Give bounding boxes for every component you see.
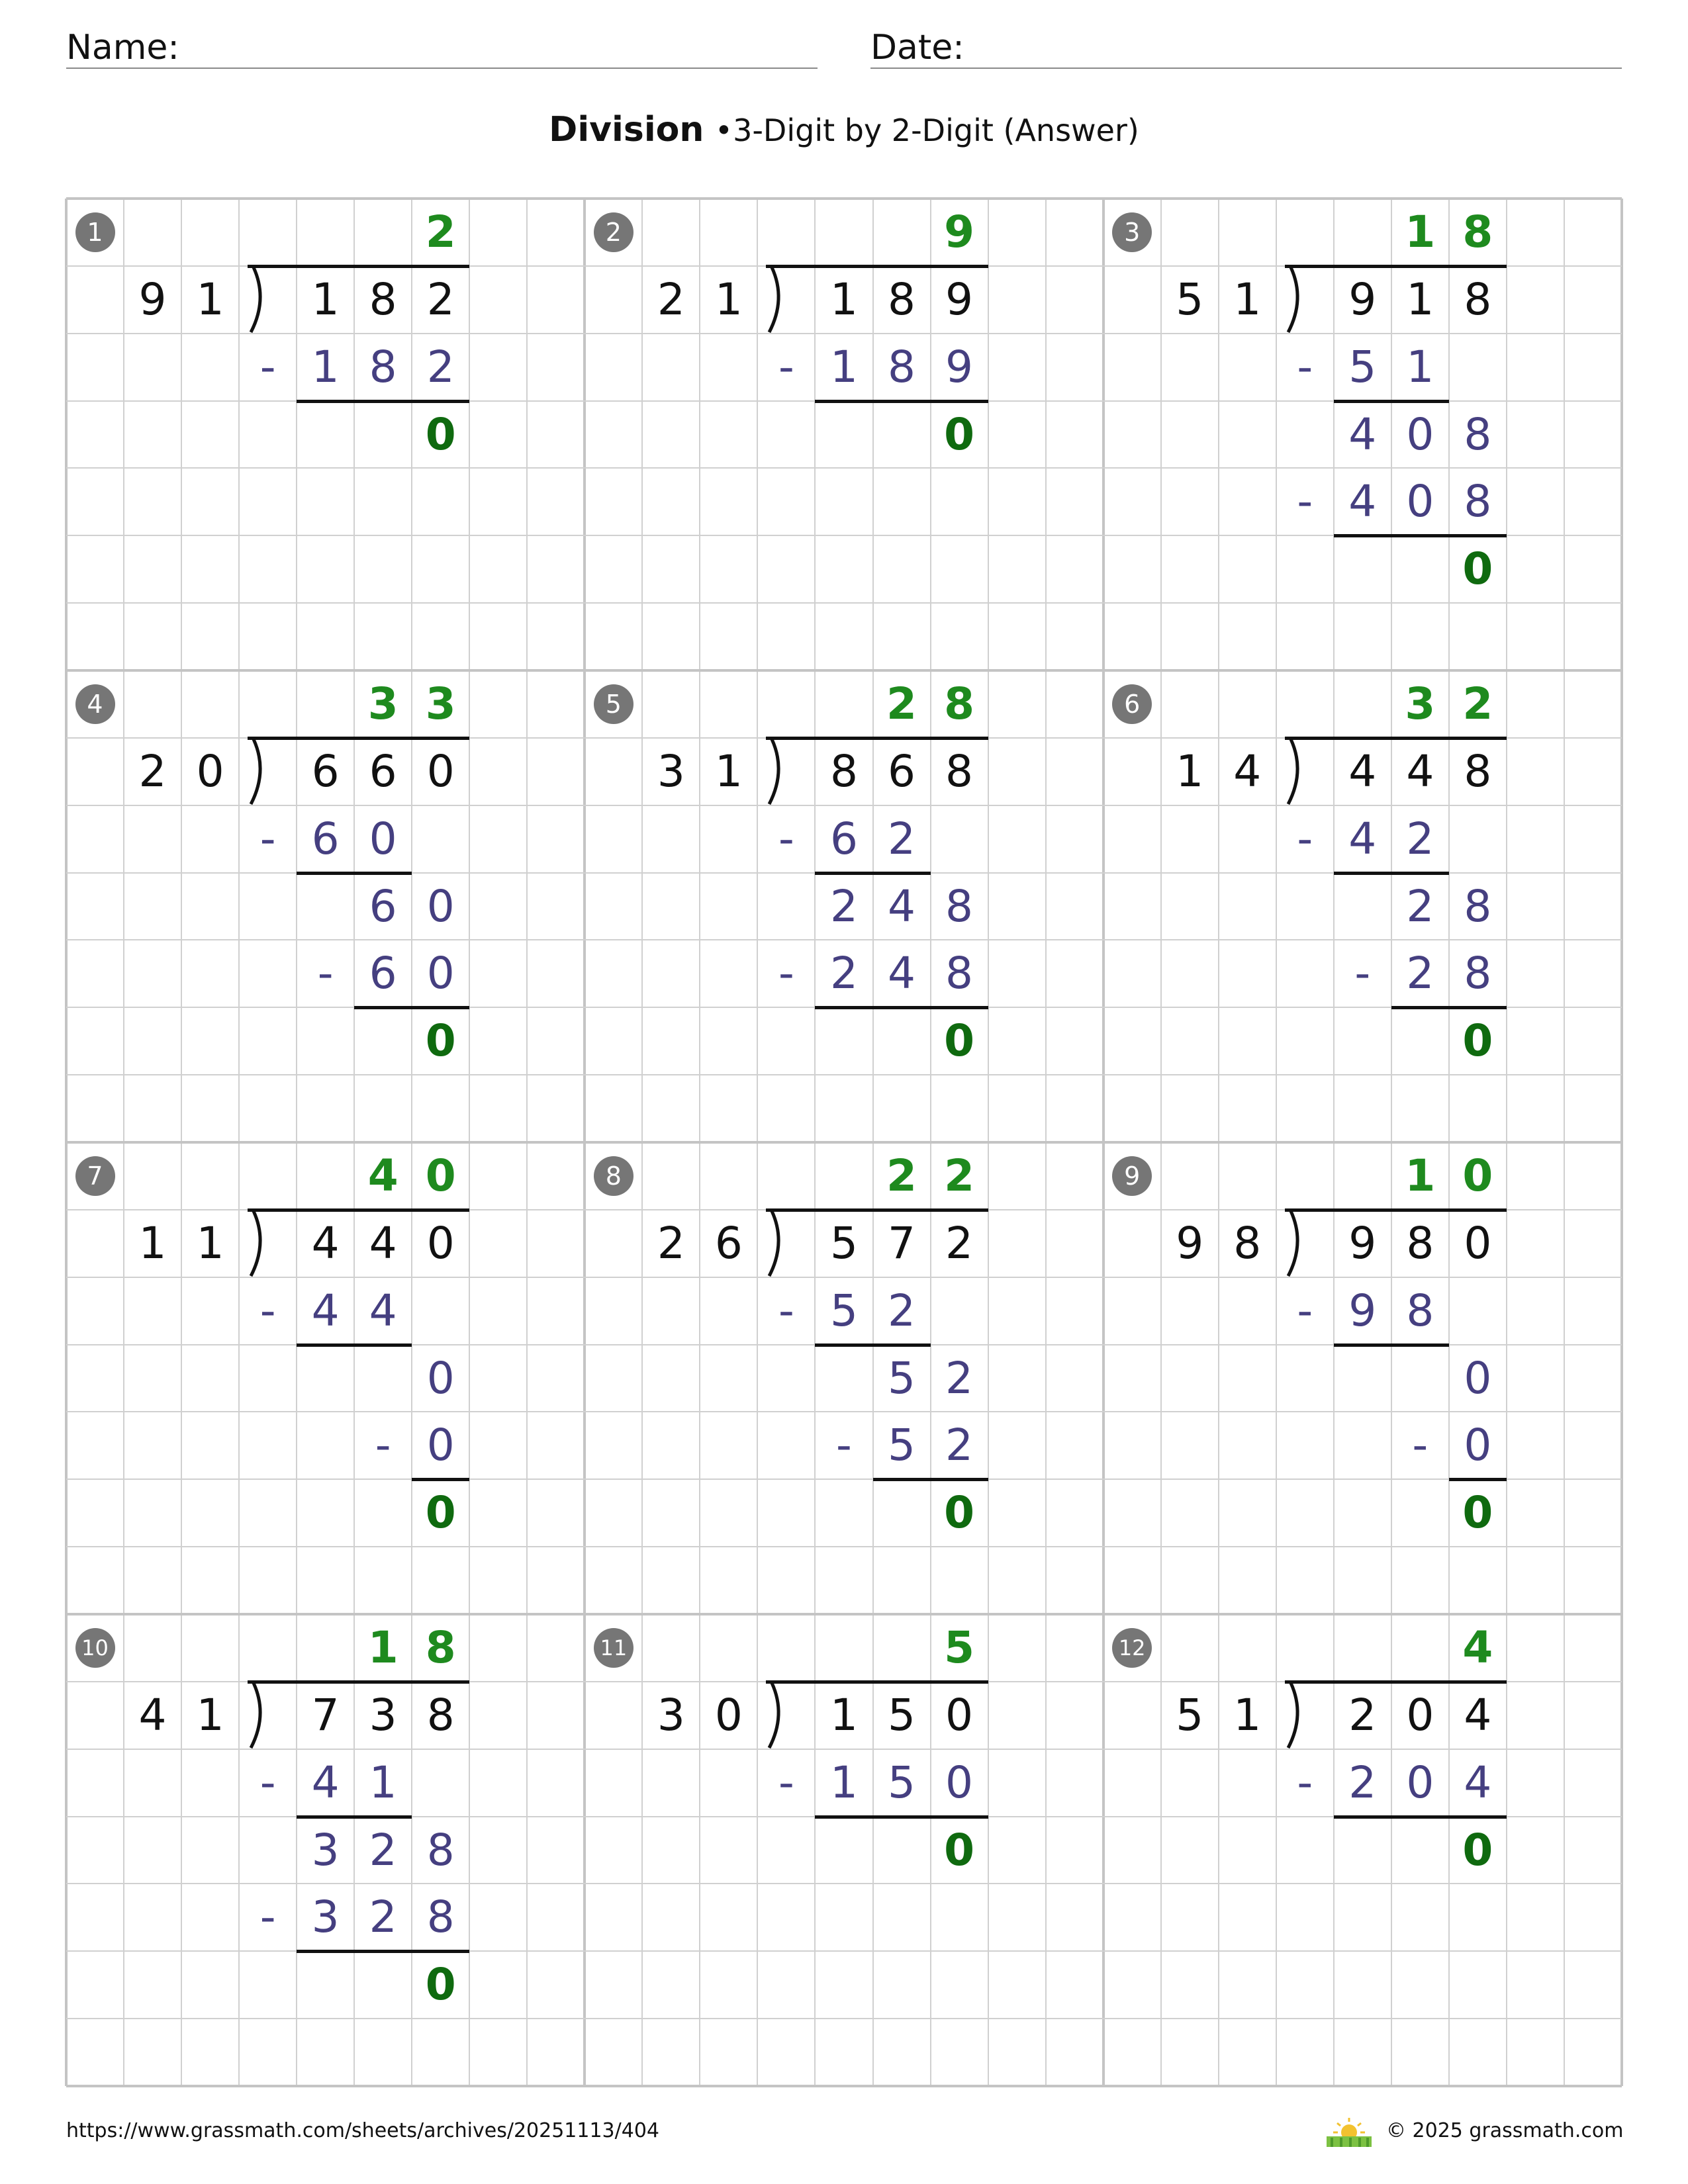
- subtrahend-digit: 8: [1464, 476, 1492, 527]
- underline-bar: [248, 1680, 469, 1684]
- divisor-digit: 1: [196, 1689, 224, 1741]
- dividend-digit: 8: [888, 273, 915, 325]
- problem-number-badge: 12: [1112, 1628, 1152, 1668]
- remainder-digit: 0: [425, 1959, 456, 2011]
- minus-sign: -: [778, 948, 794, 999]
- divisor-digit: 5: [1176, 1689, 1204, 1741]
- quotient-digit: 2: [886, 1150, 917, 1201]
- underline-bar: [766, 1680, 988, 1684]
- divisor-digit: 0: [196, 745, 224, 797]
- dividend-digit: 9: [945, 273, 974, 325]
- quotient-digit: 0: [1462, 1150, 1493, 1201]
- partial-dividend-digit: 2: [829, 880, 858, 932]
- subtrahend-digit: 4: [888, 948, 915, 999]
- subtrahend-digit: 6: [311, 813, 340, 864]
- date-label: Date:: [870, 28, 964, 68]
- quotient-digit: 2: [425, 206, 456, 257]
- quotient-digit: 8: [944, 678, 975, 729]
- problem-9: [1103, 1142, 1622, 1614]
- problem-number-badge: 8: [594, 1156, 633, 1196]
- problem-2: [585, 199, 1103, 670]
- partial-dividend-digit: 2: [1406, 880, 1434, 932]
- dividend-digit: 0: [1406, 1689, 1434, 1741]
- remainder-digit: 0: [1462, 1015, 1493, 1067]
- remainder-digit: 0: [944, 1487, 975, 1539]
- worksheet-grid: [66, 199, 1622, 2086]
- problem-4: [66, 670, 585, 1142]
- partial-dividend-digit: 5: [888, 1352, 915, 1404]
- dividend-digit: 0: [945, 1689, 974, 1741]
- minus-sign: -: [1354, 948, 1371, 999]
- title-main: Division: [549, 110, 704, 150]
- partial-dividend-digit: 4: [1348, 408, 1377, 460]
- dividend-digit: 1: [829, 273, 858, 325]
- quotient-digit: 5: [944, 1622, 975, 1673]
- page-title: [0, 106, 1688, 154]
- underline-bar: [248, 737, 469, 740]
- divisor-digit: 6: [714, 1217, 743, 1269]
- title-bullet: •: [714, 113, 733, 148]
- quotient-digit: 3: [425, 678, 456, 729]
- subtrahend-digit: 2: [1348, 1756, 1377, 1808]
- remainder-digit: 0: [944, 1015, 975, 1067]
- minus-sign: -: [1297, 1756, 1313, 1808]
- minus-sign: -: [259, 813, 276, 864]
- divisor-digit: 2: [657, 1217, 685, 1269]
- quotient-digit: 1: [367, 1622, 399, 1673]
- subtrahend-digit: 2: [829, 948, 858, 999]
- partial-dividend-digit: 8: [426, 1824, 455, 1876]
- dividend-digit: 4: [311, 1217, 340, 1269]
- dividend-digit: 6: [888, 745, 915, 797]
- problem-number-badge: 1: [75, 212, 115, 252]
- divisor-digit: 1: [196, 1217, 224, 1269]
- subtrahend-digit: 0: [426, 948, 455, 999]
- divisor-digit: 8: [1233, 1217, 1262, 1269]
- subtrahend-digit: 8: [369, 341, 397, 392]
- subtrahend-digit: 6: [829, 813, 858, 864]
- subtrahend-digit: 4: [1348, 476, 1377, 527]
- problem-number-badge: 7: [75, 1156, 115, 1196]
- subtrahend-digit: 8: [426, 1891, 455, 1943]
- minus-sign: -: [1297, 813, 1313, 864]
- subtrahend-digit: 0: [1406, 476, 1434, 527]
- divisor-digit: 1: [1233, 273, 1262, 325]
- title-subtitle: 3-Digit by 2-Digit (Answer): [733, 113, 1139, 148]
- subtrahend-digit: 5: [1348, 341, 1377, 392]
- dividend-digit: 6: [369, 745, 397, 797]
- date-line[interactable]: [870, 68, 1622, 69]
- quotient-digit: 9: [944, 206, 975, 257]
- subtrahend-digit: 8: [1464, 948, 1492, 999]
- dividend-digit: 0: [426, 745, 455, 797]
- division-bracket: [244, 1210, 271, 1277]
- remainder-digit: 0: [1462, 543, 1493, 595]
- subtrahend-digit: 2: [1406, 813, 1434, 864]
- subtrahend-digit: 3: [311, 1891, 340, 1943]
- remainder-digit: 0: [1462, 1487, 1493, 1539]
- problem-11: [585, 1614, 1103, 2086]
- divisor-digit: 1: [138, 1217, 167, 1269]
- underline-bar: [766, 265, 988, 268]
- subtrahend-digit: 0: [945, 1756, 974, 1808]
- remainder-digit: 0: [1462, 1824, 1493, 1876]
- dividend-digit: 8: [1464, 273, 1492, 325]
- quotient-digit: 4: [367, 1150, 399, 1201]
- partial-dividend-digit: 8: [1464, 880, 1492, 932]
- dividend-digit: 4: [1406, 745, 1434, 797]
- divisor-digit: 4: [1233, 745, 1262, 797]
- minus-sign: -: [375, 1420, 391, 1471]
- problem-6: [1103, 670, 1622, 1142]
- remainder-digit: 0: [944, 408, 975, 460]
- division-bracket: [1282, 1682, 1308, 1749]
- dividend-digit: 9: [1348, 1217, 1377, 1269]
- subtrahend-digit: 4: [311, 1285, 340, 1336]
- dividend-digit: 9: [1348, 273, 1377, 325]
- dividend-digit: 0: [426, 1217, 455, 1269]
- dividend-digit: 8: [369, 273, 397, 325]
- problem-number-badge: 10: [75, 1628, 115, 1668]
- footer-url: https://www.grassmath.com/sheets/archives/20251113/404: [66, 2119, 660, 2142]
- minus-sign: -: [778, 1756, 794, 1808]
- dividend-digit: 2: [1348, 1689, 1377, 1741]
- underline-bar: [1285, 1208, 1507, 1212]
- divisor-digit: 9: [138, 273, 167, 325]
- dividend-digit: 1: [311, 273, 340, 325]
- division-bracket: [1282, 738, 1308, 805]
- problem-number-badge: 11: [594, 1628, 633, 1668]
- quotient-digit: 2: [944, 1150, 975, 1201]
- quotient-digit: 3: [367, 678, 399, 729]
- remainder-digit: 0: [425, 1487, 456, 1539]
- grass-sun-logo-icon: [1324, 2115, 1374, 2148]
- division-bracket: [244, 1682, 271, 1749]
- division-bracket: [1282, 266, 1308, 334]
- underline-bar: [766, 737, 988, 740]
- subtrahend-digit: 4: [369, 1285, 397, 1336]
- underline-bar: [1285, 1680, 1507, 1684]
- divisor-digit: 1: [714, 745, 743, 797]
- divisor-digit: 1: [1233, 1689, 1262, 1741]
- subtrahend-digit: 1: [369, 1756, 397, 1808]
- problem-3: [1103, 199, 1622, 670]
- subtrahend-digit: 2: [369, 1891, 397, 1943]
- dividend-digit: 3: [369, 1689, 397, 1741]
- divisor-digit: 1: [1176, 745, 1204, 797]
- minus-sign: -: [1297, 341, 1313, 392]
- divisor-digit: 2: [657, 273, 685, 325]
- minus-sign: -: [1297, 476, 1313, 527]
- problem-number-badge: 4: [75, 684, 115, 724]
- dividend-digit: 8: [945, 745, 974, 797]
- problem-12: [1103, 1614, 1622, 2086]
- subtrahend-digit: 2: [888, 813, 915, 864]
- dividend-digit: 5: [829, 1217, 858, 1269]
- problem-1: [66, 199, 585, 670]
- remainder-digit: 0: [425, 1015, 456, 1067]
- name-label: Name:: [66, 28, 179, 68]
- divisor-digit: 4: [138, 1689, 167, 1741]
- problem-7: [66, 1142, 585, 1614]
- dividend-digit: 1: [1406, 273, 1434, 325]
- subtrahend-digit: 5: [888, 1420, 915, 1471]
- problem-number-badge: 5: [594, 684, 633, 724]
- divisor-digit: 0: [714, 1689, 743, 1741]
- subtrahend-digit: 4: [1464, 1756, 1492, 1808]
- partial-dividend-digit: 0: [426, 880, 455, 932]
- problem-number-badge: 9: [1112, 1156, 1152, 1196]
- dividend-digit: 4: [1464, 1689, 1492, 1741]
- footer-copyright: © 2025 grassmath.com: [1386, 2119, 1624, 2142]
- problem-number-badge: 2: [594, 212, 633, 252]
- minus-sign: -: [317, 948, 334, 999]
- subtrahend-digit: 4: [1348, 813, 1377, 864]
- minus-sign: -: [778, 1285, 794, 1336]
- remainder-digit: 0: [944, 1824, 975, 1876]
- subtrahend-digit: 1: [1406, 341, 1434, 392]
- partial-dividend-digit: 6: [369, 880, 397, 932]
- underline-bar: [248, 1208, 469, 1212]
- subtrahend-digit: 9: [945, 341, 974, 392]
- partial-dividend-digit: 8: [1464, 408, 1492, 460]
- divisor-digit: 2: [138, 745, 167, 797]
- quotient-digit: 3: [1405, 678, 1436, 729]
- problem-10: [66, 1614, 585, 2086]
- subtrahend-digit: 9: [1348, 1285, 1377, 1336]
- dividend-digit: 4: [369, 1217, 397, 1269]
- partial-dividend-digit: 0: [1464, 1352, 1492, 1404]
- dividend-digit: 2: [426, 273, 455, 325]
- divisor-digit: 5: [1176, 273, 1204, 325]
- dividend-digit: 1: [829, 1689, 858, 1741]
- subtrahend-digit: 5: [888, 1756, 915, 1808]
- subtrahend-digit: 0: [1406, 1756, 1434, 1808]
- quotient-digit: 8: [1462, 206, 1493, 257]
- subtrahend-digit: 2: [945, 1420, 974, 1471]
- minus-sign: -: [1412, 1420, 1429, 1471]
- divisor-digit: 3: [657, 745, 685, 797]
- subtrahend-digit: 2: [888, 1285, 915, 1336]
- division-bracket: [244, 738, 271, 805]
- name-line[interactable]: [66, 68, 818, 69]
- minus-sign: -: [259, 1285, 276, 1336]
- quotient-digit: 1: [1405, 206, 1436, 257]
- subtrahend-digit: 0: [369, 813, 397, 864]
- minus-sign: -: [259, 341, 276, 392]
- subtrahend-digit: 8: [888, 341, 915, 392]
- dividend-digit: 0: [1464, 1217, 1492, 1269]
- dividend-digit: 8: [1464, 745, 1492, 797]
- quotient-digit: 8: [425, 1622, 456, 1673]
- dividend-digit: 8: [426, 1689, 455, 1741]
- partial-dividend-digit: 2: [369, 1824, 397, 1876]
- underline-bar: [1285, 265, 1507, 268]
- dividend-digit: 5: [888, 1689, 915, 1741]
- dividend-digit: 8: [829, 745, 858, 797]
- quotient-digit: 2: [1462, 678, 1493, 729]
- minus-sign: -: [836, 1420, 852, 1471]
- minus-sign: -: [259, 1891, 276, 1943]
- dividend-digit: 7: [311, 1689, 340, 1741]
- subtrahend-digit: 0: [1464, 1420, 1492, 1471]
- quotient-digit: 4: [1462, 1622, 1493, 1673]
- subtrahend-digit: 8: [1406, 1285, 1434, 1336]
- subtrahend-digit: 5: [829, 1285, 858, 1336]
- divisor-digit: 1: [714, 273, 743, 325]
- underline-bar: [766, 1208, 988, 1212]
- minus-sign: -: [259, 1756, 276, 1808]
- division-bracket: [244, 266, 271, 334]
- dividend-digit: 8: [1406, 1217, 1434, 1269]
- subtrahend-digit: 1: [311, 341, 340, 392]
- subtrahend-digit: 2: [1406, 948, 1434, 999]
- quotient-digit: 0: [425, 1150, 456, 1201]
- minus-sign: -: [778, 341, 794, 392]
- subtrahend-digit: 4: [311, 1756, 340, 1808]
- quotient-digit: 1: [1405, 1150, 1436, 1201]
- remainder-digit: 0: [425, 408, 456, 460]
- problem-number-badge: 6: [1112, 684, 1152, 724]
- dividend-digit: 4: [1348, 745, 1377, 797]
- dividend-digit: 2: [945, 1217, 974, 1269]
- subtrahend-digit: 6: [369, 948, 397, 999]
- minus-sign: -: [778, 813, 794, 864]
- partial-dividend-digit: 8: [945, 880, 974, 932]
- division-bracket: [763, 1682, 789, 1749]
- problem-8: [585, 1142, 1103, 1614]
- quotient-digit: 2: [886, 678, 917, 729]
- partial-dividend-digit: 2: [945, 1352, 974, 1404]
- underline-bar: [248, 265, 469, 268]
- underline-bar: [1285, 737, 1507, 740]
- division-bracket: [763, 1210, 789, 1277]
- divisor-digit: 3: [657, 1689, 685, 1741]
- divisor-digit: 9: [1176, 1217, 1204, 1269]
- dividend-digit: 7: [888, 1217, 915, 1269]
- partial-dividend-digit: 3: [311, 1824, 340, 1876]
- dividend-digit: 6: [311, 745, 340, 797]
- division-bracket: [763, 738, 789, 805]
- partial-dividend-digit: 0: [1406, 408, 1434, 460]
- subtrahend-digit: 2: [426, 341, 455, 392]
- partial-dividend-digit: 4: [888, 880, 915, 932]
- subtrahend-digit: 1: [829, 1756, 858, 1808]
- subtrahend-digit: 8: [945, 948, 974, 999]
- minus-sign: -: [1297, 1285, 1313, 1336]
- division-bracket: [763, 266, 789, 334]
- subtrahend-digit: 1: [829, 341, 858, 392]
- problem-5: [585, 670, 1103, 1142]
- divisor-digit: 1: [196, 273, 224, 325]
- problem-number-badge: 3: [1112, 212, 1152, 252]
- division-bracket: [1282, 1210, 1308, 1277]
- underline-bar: [1334, 1343, 1449, 1347]
- subtrahend-digit: 0: [426, 1420, 455, 1471]
- partial-dividend-digit: 0: [426, 1352, 455, 1404]
- underline-bar: [297, 1343, 412, 1347]
